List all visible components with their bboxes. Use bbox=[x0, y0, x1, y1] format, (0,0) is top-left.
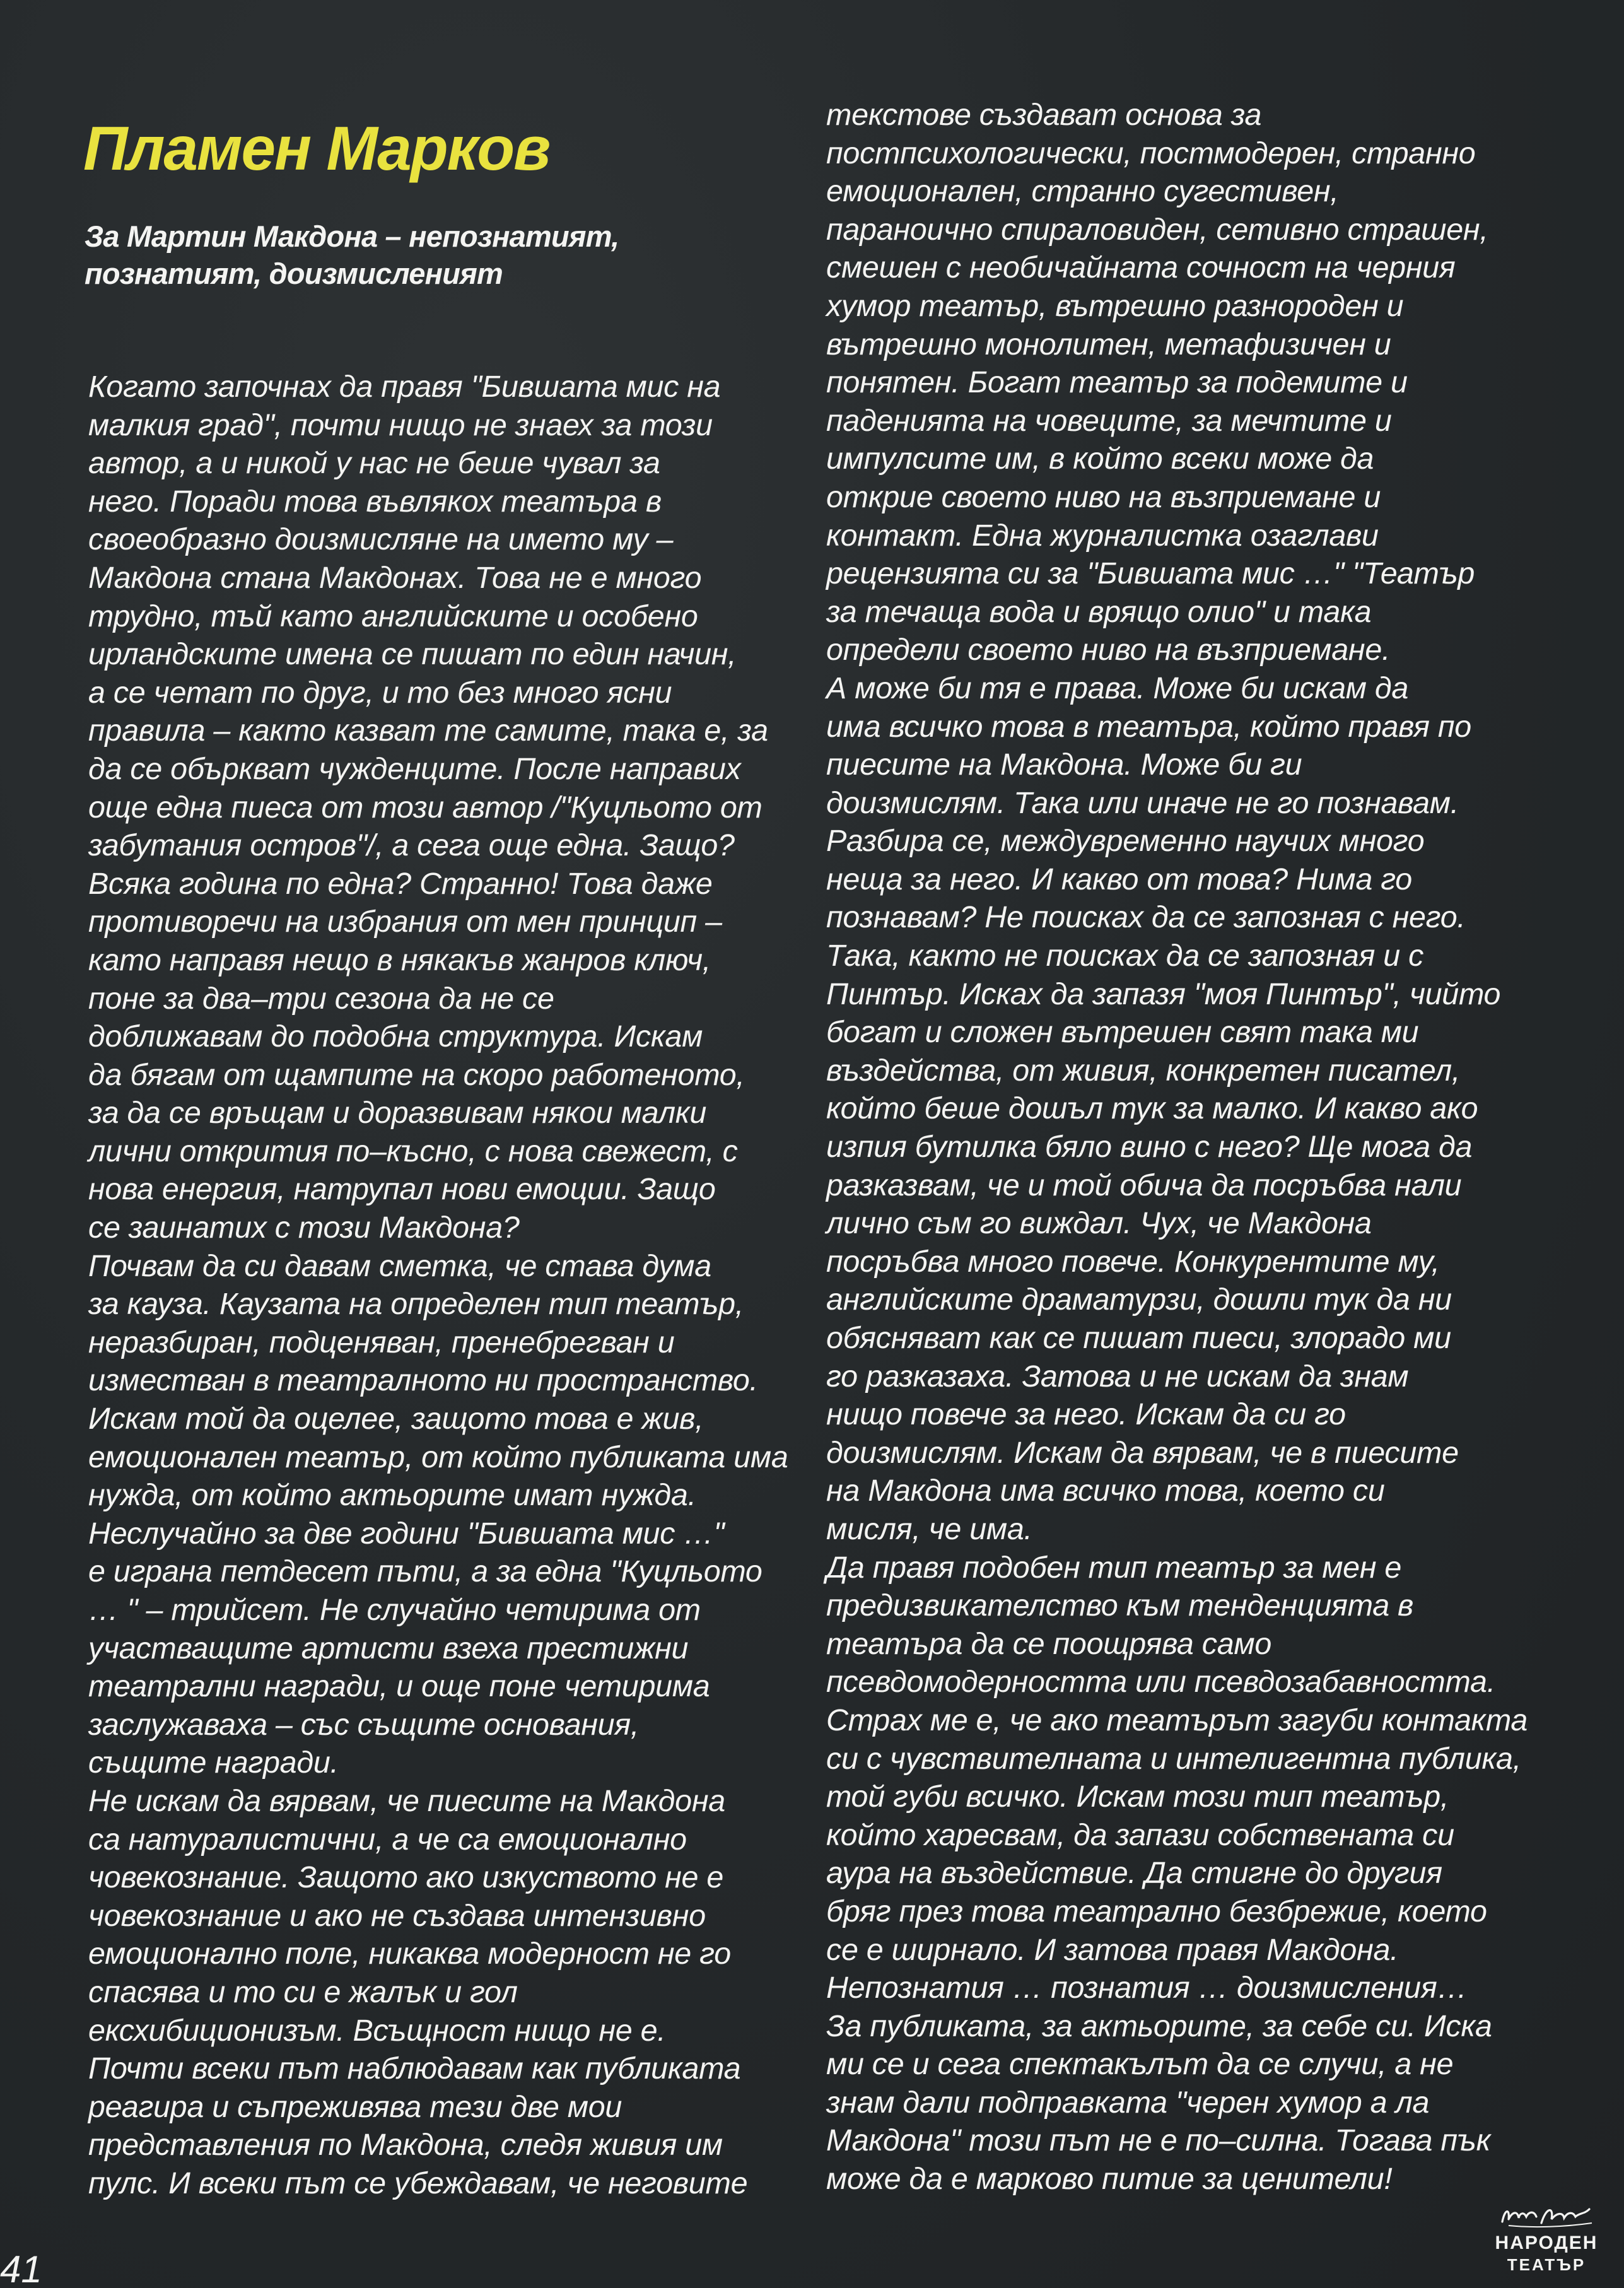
article-line: посръбва много повече. Конкурентите му, bbox=[826, 1244, 1440, 1279]
article-line: нова енергия, натрупал нови емоции. Защо bbox=[88, 1172, 716, 1207]
article-line: импулсите им, в който всеки може да bbox=[826, 442, 1374, 476]
article-line: Всяка година по една? Странно! Това даже bbox=[88, 866, 713, 901]
author-name: Пламен Марков bbox=[83, 114, 550, 183]
article-line: той губи всичко. Искам този тип театър, bbox=[826, 1780, 1449, 1814]
article-line: заслужаваха – със същите основания, bbox=[88, 1707, 640, 1742]
article-line: аура на въздействие. Да стигне до другия bbox=[826, 1856, 1442, 1891]
article-line: понятен. Богат театър за подемите и bbox=[826, 365, 1408, 400]
article-line: има всичко това в театъра, който правя по bbox=[826, 709, 1471, 744]
article-line: неща за него. И какво от това? Нима го bbox=[826, 862, 1412, 896]
article-line: за кауза. Каузата на определен тип театър, bbox=[88, 1287, 744, 1322]
logo-text: ТЕАТЪР bbox=[1507, 2255, 1586, 2274]
article-line: английските драматурзи, дошли тук да ни bbox=[826, 1282, 1452, 1317]
article-line: който харесвам, да запази собствената си bbox=[826, 1817, 1454, 1852]
article-line: разказвам, че и той обича да посръбва нали bbox=[826, 1168, 1462, 1202]
article-line: въздейства, от живия, конкретен писател, bbox=[826, 1053, 1461, 1088]
article-line: участващите артисти взеха престижни bbox=[88, 1631, 689, 1665]
article-line: емоционално поле, никаква модерност не го bbox=[88, 1937, 731, 1971]
article-line: текстове създават основа за bbox=[826, 98, 1262, 132]
article-line: Почвам да си давам сметка, че става дума bbox=[88, 1248, 711, 1283]
article-line: Страх ме е, че ако театърът загуби контакта bbox=[826, 1703, 1528, 1737]
article-line: на Макдона има всичко това, което си bbox=[826, 1474, 1385, 1508]
article-line: правила – както казват те самите, така е, за bbox=[88, 713, 768, 748]
article-line: параноично спираловиден, сетивно страшен, bbox=[826, 212, 1488, 247]
subtitle-line: познатият, доизмисленият bbox=[85, 257, 503, 290]
article-line: изместван в театралното ни пространство. bbox=[88, 1363, 758, 1398]
article-line: Не искам да вярвам, че пиесите на Макдона bbox=[88, 1783, 725, 1818]
article-line: изпия бутилка бяло вино с него? Ще мога да bbox=[826, 1130, 1473, 1165]
subtitle-line: За Мартин Макдона – непознатият, bbox=[85, 220, 619, 253]
article-line: Почти всеки път наблюдавам как публиката bbox=[88, 2051, 741, 2086]
article-line: неразбиран, подценяван, пренебрегван и bbox=[88, 1325, 675, 1359]
signature-icon bbox=[1483, 2200, 1609, 2232]
article-line: автор, а и никой у нас не беше чувал за bbox=[88, 446, 660, 481]
article-line: определи своето ниво на възприемане. bbox=[826, 633, 1391, 667]
article-line: Така, както не поисках да се запозная и с bbox=[826, 939, 1424, 973]
article-line: ми се и сега спектакълът да се случи, а не bbox=[826, 2047, 1454, 2082]
article-line: който беше дошъл тук за малко. И какво ако bbox=[826, 1091, 1478, 1126]
article-line: Когато започнах да правя "Бившата мис на bbox=[88, 370, 721, 404]
article-line: спасява и то си е жалък и гол bbox=[88, 1974, 518, 2009]
article-line: доближавам до подобна структура. Искам bbox=[88, 1019, 703, 1054]
article-line: забутания остров"/, а сега още една. Защо? bbox=[88, 828, 735, 863]
article-line: Макдона" този път не е по–силна. Тогава пък bbox=[826, 2123, 1491, 2158]
article-line: рецензията си за "Бившата мис …" "Театър bbox=[826, 556, 1475, 591]
article-line: си с чувствителната и интелигентна публика, bbox=[826, 1741, 1521, 1776]
article-line: реагира и съпреживява тези две мои bbox=[88, 2089, 622, 2124]
article-line: лични открития по–късно, с нова свежест, с bbox=[88, 1134, 738, 1168]
article-line: ирландските имена се пишат по един начин, bbox=[88, 637, 737, 672]
article-line: поне за два–три сезона да не се bbox=[88, 981, 554, 1016]
article-line: Макдона стана Макдонах. Това не е много bbox=[88, 560, 702, 595]
article-line: смешен с необичайната сочност на черния bbox=[826, 250, 1456, 285]
article-line: бряг през това театрално безбрежие, което bbox=[826, 1894, 1487, 1928]
article-line: доизмислям. Искам да вярвам, че в пиесите bbox=[826, 1435, 1459, 1470]
article-line: човекознание. Защото ако изкуството не е bbox=[88, 1860, 723, 1895]
article-line: … " – трийсет. Не случайно четирима от bbox=[88, 1593, 701, 1627]
article-line: паденията на човеците, за мечтите и bbox=[826, 403, 1392, 438]
article-line: Разбира се, междувременно научих много bbox=[826, 824, 1425, 859]
article-line: да бягам от щампите на скоро работеното, bbox=[88, 1057, 745, 1092]
page-number: 41 bbox=[0, 2248, 42, 2288]
article-line: ексхибиционизъм. Всъщност нищо не е. bbox=[88, 2013, 666, 2048]
article-line: постпсихологически, постмодерен, странно bbox=[826, 136, 1476, 170]
article-line: нужда, от който актьорите имат нужда. bbox=[88, 1478, 696, 1513]
article-line: нищо повече за него. Искам да си го bbox=[826, 1397, 1346, 1432]
article-line: хумор театър, вътрешно разнороден и bbox=[826, 288, 1404, 323]
article-line: са натуралистични, а че са емоционално bbox=[88, 1822, 687, 1857]
article-line: знам дали подправката "черен хумор а ла bbox=[826, 2085, 1430, 2120]
article-column-right bbox=[826, 96, 1551, 2198]
article-line: пиесите на Макдона. Може би ги bbox=[826, 748, 1302, 782]
article-line: същите награди. bbox=[88, 1745, 339, 1780]
article-subtitle bbox=[85, 218, 715, 292]
logo-text: НАРОДЕН bbox=[1495, 2232, 1598, 2253]
article-line: за течаща вода и врящо олио" и така bbox=[826, 594, 1372, 629]
article-line: лично съм го виждал. Чух, че Макдона bbox=[826, 1206, 1372, 1241]
article-line: го разказаха. Затова и не искам да знам bbox=[826, 1359, 1409, 1393]
national-theatre-logo bbox=[1483, 2200, 1609, 2280]
article-line: може да е марково питие за ценители! bbox=[826, 2162, 1393, 2197]
article-line: малкия град", почти нищо не знаех за този bbox=[88, 408, 713, 442]
article-line: обясняват как се пишат пиеси, злорадо ми bbox=[826, 1321, 1451, 1355]
article-line: Искам той да оцелее, защото това е жив, bbox=[88, 1402, 704, 1436]
article-line: като направя нещо в някакъв жанров ключ, bbox=[88, 942, 711, 977]
article-line: вътрешно монолитен, метафизичен и bbox=[826, 327, 1391, 361]
article-line: театъра да се поощрява само bbox=[826, 1626, 1271, 1661]
article-line: А може би тя е права. Може би искам да bbox=[826, 671, 1409, 705]
article-line: Пинтър. Исках да запазя "моя Пинтър", чийто bbox=[826, 977, 1501, 1011]
article-line: контакт. Една журналистка озаглави bbox=[826, 518, 1379, 553]
article-line: доизмислям. Така или иначе не го познавам. bbox=[826, 785, 1459, 820]
article-line: трудно, тъй като английските и особено bbox=[88, 599, 698, 633]
article-line: е играна петдесет пъти, а за една "Куцльото bbox=[88, 1554, 762, 1589]
article-line: познавам? Не поисках да се запозная с него. bbox=[826, 900, 1466, 935]
article-line: представления по Макдона, следя живия им bbox=[88, 2128, 723, 2162]
article-line: се е ширнало. И затова правя Макдона. bbox=[826, 1932, 1399, 1967]
article-line: предизвикателство към тенденцията в bbox=[826, 1588, 1414, 1623]
article-line: а се четат по друг, и то без много ясни bbox=[88, 675, 672, 710]
article-column-left bbox=[88, 368, 795, 2203]
article-line: противоречи на избрания от мен принцип – bbox=[88, 905, 722, 939]
article-line: пулс. И всеки път се убеждавам, че неговите bbox=[88, 2166, 748, 2200]
article-line: да се объркват чужденците. После направих bbox=[88, 751, 741, 786]
article-line: за да се връщам и доразвивам някои малки bbox=[88, 1096, 707, 1130]
article-line: Да правя подобен тип театър за мен е bbox=[826, 1550, 1402, 1585]
article-line: Неслучайно за две години "Бившата мис …" bbox=[88, 1516, 725, 1551]
article-line: своеобразно доизмисляне на името му – bbox=[88, 522, 674, 557]
article-line: още една пиеса от този автор /"Куцльото от bbox=[88, 790, 762, 824]
article-line: псевдомодерността или псевдозабавността. bbox=[826, 1665, 1495, 1699]
article-line: него. Поради това въвлякох театъра в bbox=[88, 484, 662, 519]
article-line: се заинатих с този Макдона? bbox=[88, 1211, 520, 1245]
article-line: За публиката, за актьорите, за себе си. Иска bbox=[826, 2009, 1492, 2043]
article-line: мисля, че има. bbox=[826, 1511, 1032, 1546]
article-line: богат и сложен вътрешен свят така ми bbox=[826, 1015, 1419, 1050]
article-line: емоционален, странно сугестивен, bbox=[826, 174, 1339, 209]
article-line: емоционален театър, от който публиката има bbox=[88, 1440, 788, 1474]
article-line: човекознание и ако не създава интензивно bbox=[88, 1898, 706, 1933]
article-line: театрални награди, и още поне четирима bbox=[88, 1669, 710, 1704]
article-line: Непознатия … познатия … доизмисления… bbox=[826, 1971, 1468, 2005]
article-line: открие своето ниво на възприемане и bbox=[826, 479, 1381, 514]
